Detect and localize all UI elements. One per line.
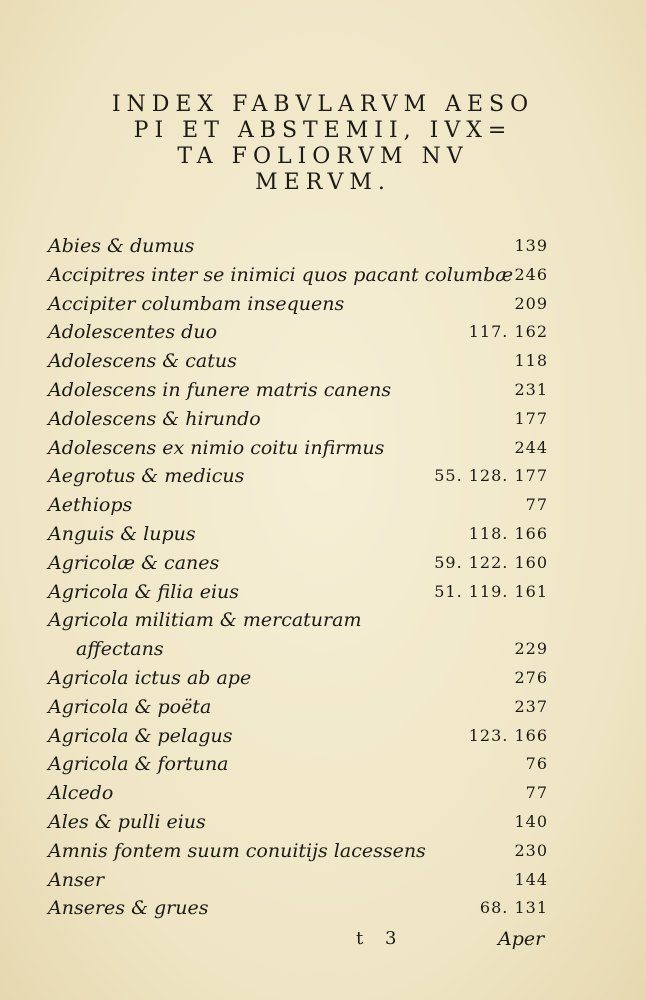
signature-mark: t 3 bbox=[356, 928, 405, 949]
index-entry bbox=[48, 779, 548, 808]
index-entry bbox=[48, 750, 548, 779]
entry-pages: 55. 128. 177 bbox=[434, 466, 548, 486]
index-entry bbox=[48, 866, 548, 895]
index-entry bbox=[48, 606, 548, 635]
entry-pages: 59. 122. 160 bbox=[434, 552, 548, 572]
title-line: MERVM. bbox=[255, 170, 391, 195]
entry-pages: 229 bbox=[514, 639, 548, 659]
index-entry bbox=[48, 549, 548, 578]
index-entry bbox=[48, 520, 548, 549]
entry-pages: 231 bbox=[514, 379, 548, 399]
title-line: INDEX FABVLARVM AESO bbox=[111, 92, 535, 117]
index-entry bbox=[48, 837, 548, 866]
index-entry bbox=[48, 462, 548, 491]
entry-pages: 123. 166 bbox=[468, 725, 548, 745]
index-entry bbox=[48, 232, 548, 261]
index-entry bbox=[48, 318, 548, 347]
entry-label: Accipitres inter se inimici quos pacant columbæ bbox=[48, 263, 514, 286]
entry-pages: 77 bbox=[525, 495, 548, 515]
index-entry bbox=[48, 347, 548, 376]
entry-label: Anseres & grues bbox=[48, 897, 209, 920]
entry-pages: 118 bbox=[514, 351, 548, 371]
title-line: PI ET ABSTEMII, IVX= bbox=[133, 118, 513, 143]
entry-pages: 118. 166 bbox=[468, 523, 548, 543]
entry-label: Abies & dumus bbox=[48, 235, 195, 257]
entry-label: Agricola ictus ab ape bbox=[48, 666, 252, 689]
entry-pages: 68. 131 bbox=[479, 898, 548, 918]
entry-label: affectans bbox=[76, 638, 164, 661]
entry-label: Adolescentes duo bbox=[48, 321, 218, 344]
entry-label: Adolescens ex nimio coitu infirmus bbox=[48, 436, 385, 459]
entry-label: Aethiops bbox=[48, 494, 133, 517]
title-line: TA FOLIORVM NV bbox=[177, 144, 469, 169]
index-entry bbox=[48, 664, 548, 693]
entry-label: Agricola & filia eius bbox=[48, 580, 240, 603]
entry-pages: 140 bbox=[514, 811, 548, 831]
entry-pages: 246 bbox=[514, 264, 548, 284]
entry-pages: 76 bbox=[525, 754, 548, 774]
catchword: Aper bbox=[498, 928, 545, 950]
bleed-through-text bbox=[0, 52, 646, 76]
index-entries bbox=[48, 232, 548, 923]
index-entry bbox=[48, 290, 548, 319]
entry-label: Alcedo bbox=[48, 782, 114, 805]
entry-label: Agricola & fortuna bbox=[48, 753, 229, 776]
entry-label: Amnis fontem suum conuitijs lacessens bbox=[48, 839, 426, 862]
index-entry bbox=[48, 693, 548, 722]
index-entry bbox=[48, 722, 548, 751]
index-entry bbox=[48, 376, 548, 405]
entry-label: Agricolæ & canes bbox=[48, 551, 220, 574]
index-entry bbox=[48, 434, 548, 463]
index-entry bbox=[48, 578, 548, 607]
entry-pages: 139 bbox=[514, 236, 548, 255]
entry-label: Anser bbox=[48, 868, 105, 891]
index-entry bbox=[48, 808, 548, 837]
entry-pages: 177 bbox=[514, 408, 548, 428]
entry-pages: 276 bbox=[514, 667, 548, 687]
entry-label: Agricola militiam & mercaturam bbox=[48, 609, 362, 632]
entry-pages: 144 bbox=[514, 869, 548, 889]
entry-label: Adolescens & catus bbox=[48, 350, 237, 373]
entry-pages: 77 bbox=[525, 783, 548, 803]
index-entry bbox=[48, 491, 548, 520]
entry-label: Anguis & lupus bbox=[48, 522, 196, 545]
index-entry bbox=[48, 405, 548, 434]
page-footer bbox=[0, 928, 646, 956]
entry-pages: 117. 162 bbox=[468, 322, 548, 342]
entry-label: Aegrotus & medicus bbox=[48, 465, 245, 488]
entry-label: Ales & pulli eius bbox=[48, 810, 206, 833]
index-entry bbox=[48, 261, 548, 290]
entry-pages: 209 bbox=[514, 293, 548, 313]
entry-label: Adolescens & hirundo bbox=[48, 407, 261, 430]
index-entry bbox=[48, 894, 548, 923]
entry-pages: 230 bbox=[514, 840, 548, 860]
entry-pages: 51. 119. 161 bbox=[434, 581, 548, 601]
entry-label: Agricola & pelagus bbox=[48, 724, 233, 747]
entry-label: Accipiter columbam insequens bbox=[48, 292, 345, 315]
index-entry bbox=[48, 635, 548, 664]
entry-pages: 244 bbox=[514, 437, 548, 457]
entry-pages: 237 bbox=[514, 696, 548, 716]
index-title bbox=[0, 92, 646, 196]
entry-label: Adolescens in funere matris canens bbox=[48, 378, 392, 401]
entry-label: Agricola & poëta bbox=[48, 695, 212, 718]
